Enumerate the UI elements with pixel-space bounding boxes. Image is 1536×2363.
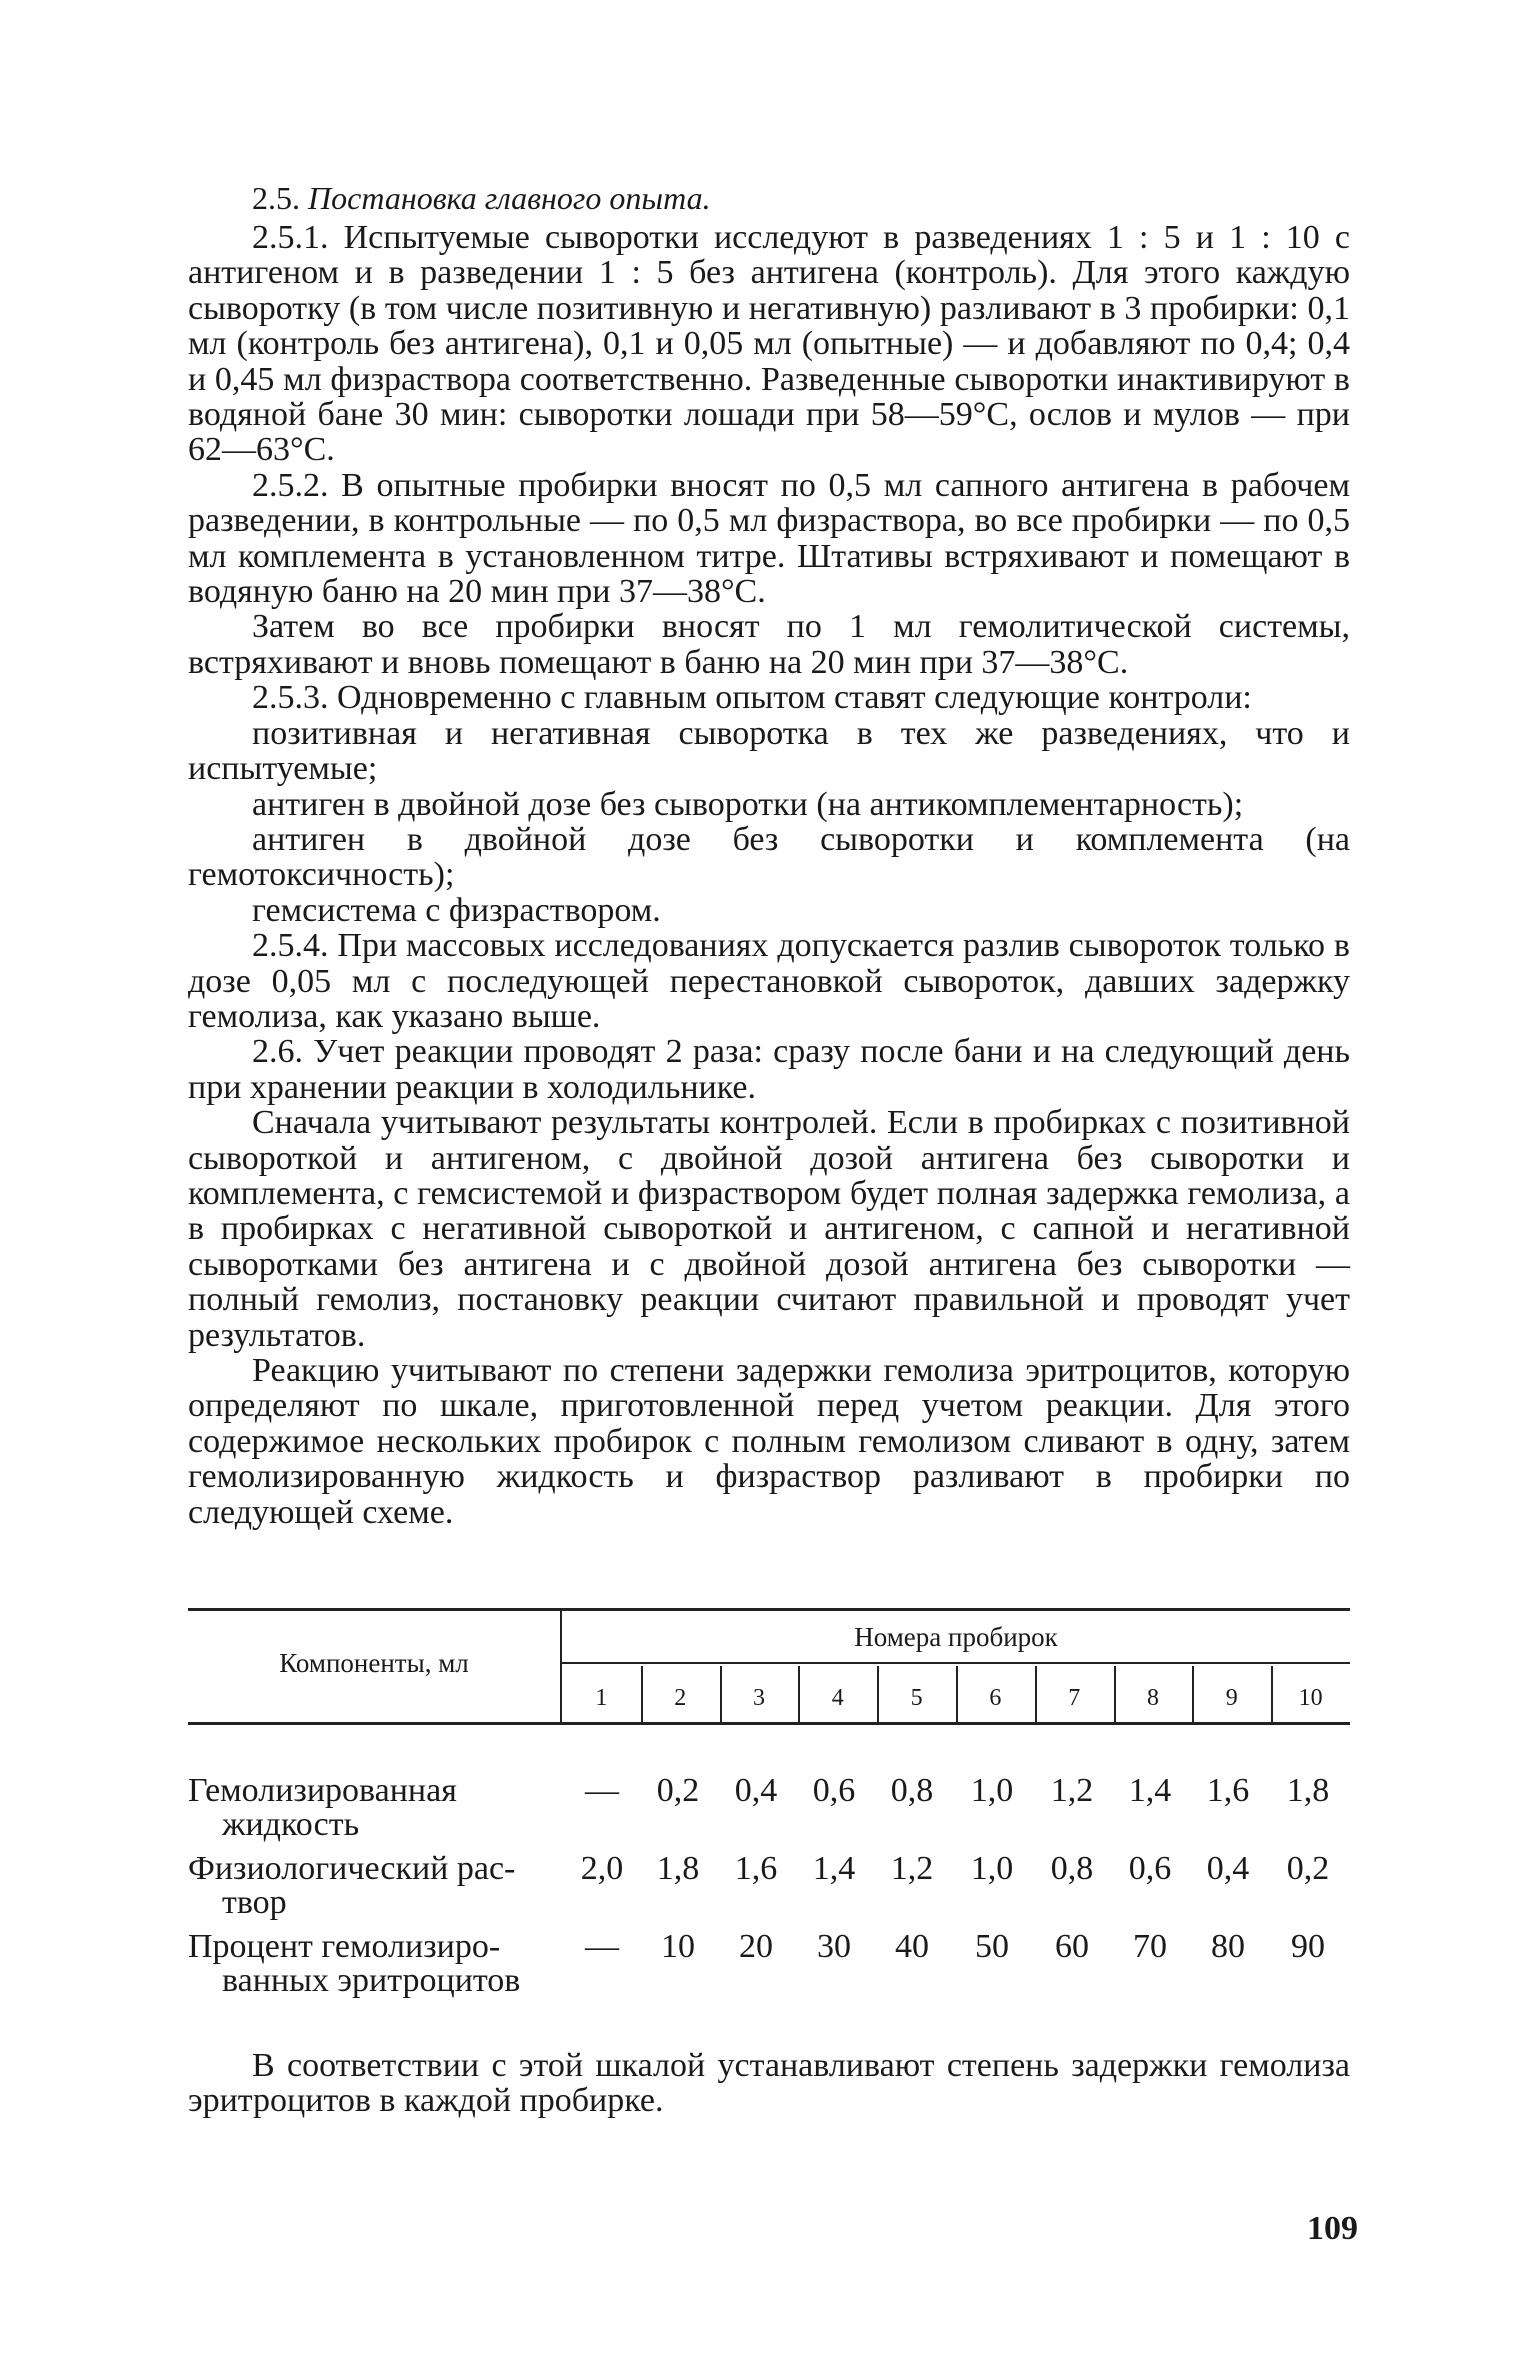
paragraph-2-5-2: 2.5.2. В опытные пробирки вносят по 0,5 мл сапного антигена в рабочем разведении, в контрольные — по 0,5 мл физраствора, во все пробирки — по 0,5 мл комплемента в установленном титре. Штативы встряхивают и помещают в водяную баню на 20 мин при 37—38°С. <box>188 466 1350 611</box>
table-cell: 40 <box>895 1928 929 1965</box>
tube-number-1: 1 <box>595 1685 608 1711</box>
control-item-3: антиген в двойной дозе без сыворотки и комплемента (на гемотоксичность); <box>188 820 1350 894</box>
tube-number-3: 3 <box>752 1685 765 1711</box>
table-cell: 1,2 <box>1050 1772 1094 1809</box>
paragraph-2-5-3: 2.5.3. Одновременно с главным опытом ставят следующие контроли: <box>252 679 1252 717</box>
section-number: 2.5. <box>252 180 300 216</box>
table-cell: 1,0 <box>970 1772 1014 1809</box>
table-cell: 1,6 <box>734 1850 778 1887</box>
tube-column-divider <box>798 1666 800 1722</box>
tube-number-5: 5 <box>910 1685 923 1711</box>
control-item-1: позитивная и негативная сыворотка в тех же разведениях, что и испытуемые; <box>188 714 1350 788</box>
control-item-2: антиген в двойной дозе без сыворотки (на антикомплементарность); <box>252 785 1244 823</box>
table-header-bottom-rule <box>188 1722 1350 1725</box>
row-label-line2: ванных эритроцитов <box>222 1962 521 1999</box>
table-cell: 1,8 <box>656 1850 700 1887</box>
tube-number-8: 8 <box>1146 1685 1159 1711</box>
table-cell: 0,8 <box>890 1772 934 1809</box>
paragraph-2-5-4: 2.5.4. При массовых исследованиях допускается разлив сывороток только в дозе 0,05 мл с последующей перестановкой сывороток, давших задержку гемолиза, как указано выше. <box>188 927 1350 1035</box>
tube-column-divider <box>956 1666 958 1722</box>
page-number: 109 <box>1307 2210 1358 2247</box>
components-header: Компоненты, мл <box>279 1648 469 1678</box>
table-cell: 0,2 <box>656 1772 700 1809</box>
section-heading <box>188 180 1350 216</box>
table-cell: 0,8 <box>1050 1850 1094 1887</box>
closing-text-block <box>188 2048 1350 2119</box>
tube-column-divider <box>641 1666 643 1722</box>
section-title: Постановка главного опыта. <box>308 180 711 216</box>
paragraph-2-6-results: Сначала учитывают результаты контролей. Если в пробирках с позитивной сывороткой и антигеном, с двойной дозой антигена без сыворотки и комплемента, с гемсистемой и физраствором будет полная задержка гемолиза, а в пробирках с негативной сывороткой и антигеном, с сапной и негативной сыворотками без антигена и с двойной дозой антигена без сыворотки — полный гемолиз, постановку реакции считают правильной и проводят учет результатов. <box>188 1104 1350 1354</box>
tube-column-divider <box>720 1666 722 1722</box>
table-cell: 0,6 <box>812 1772 856 1809</box>
tube-number-7: 7 <box>1068 1685 1081 1711</box>
table-cell: 0,6 <box>1128 1850 1172 1887</box>
table-cell: 1,4 <box>812 1850 856 1887</box>
tube-number-2: 2 <box>674 1685 687 1711</box>
control-item-4: гемсистема с физраствором. <box>252 891 661 929</box>
tube-number-9: 9 <box>1225 1685 1238 1711</box>
tube-column-divider <box>1271 1666 1273 1722</box>
table-top-rule <box>188 1608 1350 1611</box>
paragraph-2-5-2-continued: Затем во все пробирки вносят по 1 мл гемолитической системы, встряхивают и вновь помещают в баню на 20 мин при 37—38°С. <box>188 608 1350 681</box>
paragraph-2-6-scale: Реакцию учитывают по степени задержки гемолиза эритроцитов, которую определяют по шкале, приготовленной перед учетом реакции. Для этого содержимое нескольких пробирок с полным гемолизом сливают в одну, затем гемолизированную жидкость и физраствор разливают в пробирки по следующей схеме. <box>188 1352 1350 1531</box>
table-cell: — <box>585 1772 619 1809</box>
row-label-line2: твор <box>222 1884 287 1921</box>
table-cell: 30 <box>817 1928 851 1965</box>
body-text <box>188 180 1350 1530</box>
table-cell: 80 <box>1211 1928 1245 1965</box>
row-label-line1: Гемолизированная <box>188 1772 457 1809</box>
row-label-line1: Процент гемолизиро- <box>188 1928 501 1965</box>
paragraph-2-5-1: 2.5.1. Испытуемые сыворотки исследуют в разведениях 1 : 5 и 1 : 10 с антигеном и в разведении 1 : 5 без антигена (контроль). Для этого каждую сыворотку (в том числе позитивную и негативную) разливают в 3 пробирки: 0,1 мл (контроль без антигена), 0,1 и 0,05 мл (опытные) — и добавляют по 0,4; 0,4 и 0,45 мл физраствора соответственно. Разведенные сыворотки инактивируют в водяной бане 30 мин: сыворотки лошади при 58—59°С, ослов и мулов — при 62—63°С. <box>188 219 1350 469</box>
table-cell: 1,8 <box>1286 1772 1330 1809</box>
table-cell: 1,4 <box>1128 1772 1172 1809</box>
tube-number-10: 10 <box>1298 1685 1323 1711</box>
row-label-line1: Физиологический рас- <box>188 1850 516 1887</box>
table-cell: 2,0 <box>580 1850 624 1887</box>
table-cell: 70 <box>1133 1928 1167 1965</box>
row-label-line2: жидкость <box>222 1806 360 1843</box>
tube-column-divider <box>877 1666 879 1722</box>
table-cell: 90 <box>1291 1928 1325 1965</box>
table-cell: 10 <box>661 1928 695 1965</box>
tubes-header: Номера пробирок <box>854 1622 1058 1652</box>
table-cell: 0,2 <box>1286 1850 1330 1887</box>
tube-column-divider <box>1192 1666 1194 1722</box>
tube-number-4: 4 <box>831 1685 844 1711</box>
tube-number-6: 6 <box>989 1685 1002 1711</box>
table-cell: 20 <box>739 1928 773 1965</box>
table-cell: 1,6 <box>1206 1772 1250 1809</box>
tube-column-divider <box>1114 1666 1116 1722</box>
table-cell: 50 <box>975 1928 1009 1965</box>
table-cell: 1,2 <box>890 1850 934 1887</box>
closing-paragraph: В соответствии с этой шкалой устанавливают степень задержки гемолиза эритроцитов в каждой пробирке. <box>188 2047 1350 2120</box>
tube-column-divider <box>1035 1666 1037 1722</box>
table-cell: 1,0 <box>970 1850 1014 1887</box>
paragraph-2-6: 2.6. Учет реакции проводят 2 раза: сразу после бани и на следующий день при хранении реакции в холодильнике. <box>188 1033 1350 1106</box>
table-cell: 0,4 <box>1206 1850 1250 1887</box>
tubes-header-rule <box>562 1662 1350 1664</box>
table-cell: — <box>585 1928 619 1965</box>
table-cell: 60 <box>1055 1928 1089 1965</box>
table-cell: 0,4 <box>734 1772 778 1809</box>
